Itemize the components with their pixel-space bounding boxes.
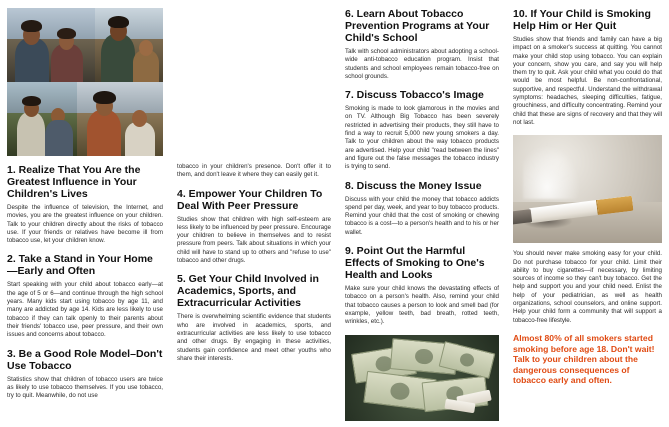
tip-6-heading: 6. Learn About Tobacco Prevention Programs at Your Child's School — [345, 8, 490, 44]
tip-4-heading: 4. Empower Your Children To Deal With Peer Pressure — [177, 187, 323, 212]
tip-8-body: Discuss with your child the money that tobacco addicts spend per day, week, and year to buy tobacco products. Remind your child that the cost of smoking or chewing tobacco is a cost—to a person's health and to his or her wallet. — [345, 195, 499, 236]
family-photo-collage — [7, 8, 163, 156]
burning-cigarette-photo — [513, 135, 662, 243]
tip-6 — [345, 8, 499, 81]
tip-1 — [7, 164, 163, 245]
tip-3 — [7, 348, 163, 401]
tip-5-heading: 5. Get Your Child Involved in Academics, Sports, and Extracurricular Activities — [177, 273, 319, 310]
tip-10-heading: 10. If Your Child is Smoking Help Him or Her Quit — [513, 8, 651, 32]
tip-10-body-continued: You should never make smoking easy for your child. Do not purchase tobacco for your child. Limit their ability to buy cigarettes—if necessary, by limiting sources of income so they can't buy tobacco. Get the help and support you and your child need. Enlist the help of your pediatrician, as well as health organizations, school counselors, and online support. Help your child form a community that will support a tobacco-free lifestyle. — [513, 250, 662, 324]
tip-5-body: There is overwhelming scientific evidence that students who are involved in academics, sports, and extracurricular activities are less likely to use tobacco and other drugs. By engaging in these activities, students gain confidence and meet other youths who share their interests. — [177, 313, 331, 362]
tip-9-heading: 9. Point Out the Harmful Effects of Smoking to One's Health and Looks — [345, 245, 485, 282]
tip-2-heading: 2. Take a Stand in Your Home—Early and Often — [7, 253, 153, 278]
tip-10 — [513, 8, 662, 127]
tip-3-heading: 3. Be a Good Role Model–Don't Use Tobacco — [7, 347, 163, 372]
tip-7 — [345, 89, 499, 171]
tip-4-body: Studies show that children with high self-esteem are less likely to be influenced by peer pressure. Encourage your children to believe in themselves and to resist pressure from peers. Talk about situations in which your child will have to stand up to others and "refuse to use" tobacco and other drugs. — [177, 215, 331, 265]
tip-3-body: Statistics show that children of tobacco users are twice as likely to use tobacco themselves. If you use tobacco, try to quit. Meanwhile, do not use — [7, 375, 163, 400]
statistic-callout: Almost 80% of all smokers started smoking before age 18. Don't wait! Talk to your children about the dangerous consequences of tobacco early and often. — [513, 332, 655, 386]
tip-2-body: Start speaking with your child about tobacco early—at the age of 5 or 6—and continue through the high school years. Many kids start using tobacco by age 11, and many are addicted by age 14. Kids are less likely to use tobacco if they can talk openly to their parents about their friends' tobacco use, peer pressure, and their own issues and concerns about tobacco. — [7, 281, 163, 339]
tip-7-heading: 7. Discuss Tobacco's Image — [345, 89, 484, 102]
tip-3-continued — [177, 163, 331, 180]
column-1 — [0, 0, 170, 427]
tip-9 — [345, 245, 499, 326]
tip-1-heading: 1. Realize That You Are the Greatest Influence in Your Children's Lives — [7, 164, 141, 200]
tip-10-body: Studies show that friends and family can have a big impact on a smoker's success at quitting. You cannot make your child stop using tobacco. You can explain your concern, show you care, and say you will help them try to quit. Ask your child what you could do that would be most helpful. Be non-confrontational, supportive, and respectful. Understand the withdrawal symptoms: headaches, sleeping difficulties, fatigue, grouchiness, and difficulty concentrating. Remind your child that these are signs of recovery and that they will not last. — [513, 36, 662, 126]
children-playing-photo — [7, 82, 77, 156]
column-4 — [506, 0, 669, 427]
money-and-cigarettes-photo — [345, 335, 499, 421]
tip-4 — [177, 188, 331, 266]
tip-1-body: Despite the influence of television, the Internet, and movies, you are the greatest influence on your children. Talk to your children directly about the risks of tobacco use. If your friends or relatives have become ill from tobacco use, let your children know. — [7, 204, 163, 245]
tip-9-body: Make sure your child knows the devastating effects of tobacco on a person's health. Also, remind your child that tobacco causes a person to look and smell bad (for example, yellow teeth, bad breath, rotted teeth, wrinkles, etc.). — [345, 285, 499, 326]
column-2 — [170, 0, 338, 427]
tip-2 — [7, 253, 163, 339]
tip-8 — [345, 180, 499, 237]
mother-and-daughter-photo — [77, 82, 163, 156]
family-outdoors-photo — [7, 8, 95, 82]
tip-3-body-continued: tobacco in your children's presence. Don't offer it to them, and don't leave it where they can easily get it. — [177, 163, 331, 179]
tip-5 — [177, 273, 331, 363]
father-and-son-photo — [95, 8, 163, 82]
tip-7-body: Smoking is made to look glamorous in the movies and on TV. Although Big Tobacco has been severely restricted in advertising their products, they still have to find a way to recruit 5,000 new young smokers a day. Talk to your children about the way tobacco products are advertised. Help your child "read between the lines" and figure out the false messages the tobacco industry is trying to send. — [345, 105, 499, 171]
column-3 — [338, 0, 506, 427]
tip-6-body: Talk with school administrators about adopting a school-wide anti-tobacco education program. Insist that students and school employees remain tobacco-free on school grounds. — [345, 48, 499, 80]
tip-8-heading: 8. Discuss the Money Issue — [345, 179, 482, 192]
